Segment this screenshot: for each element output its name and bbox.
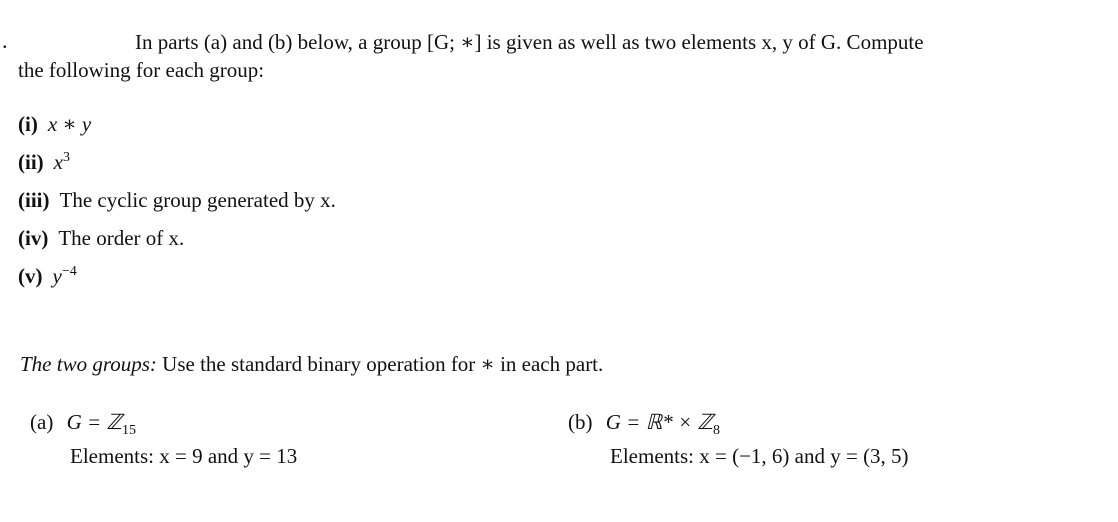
part-a-elements: Elements: x = 9 and y = 13 (70, 444, 298, 468)
list-bullet: . (2, 28, 8, 53)
task-item-i (18, 112, 91, 137)
intro-line-1: In parts (a) and (b) below, a group [G; ∗] is given as well as two elements x, y of G. Compute (135, 30, 924, 54)
task-number: (iv) (18, 226, 49, 250)
task-text: The cyclic group generated by x. (59, 188, 336, 212)
task-text: y (52, 264, 62, 288)
task-text: x (53, 150, 63, 174)
task-text: The order of x. (58, 226, 185, 250)
part-a-group-subscript: 15 (122, 423, 137, 439)
part-b-label: (b) (568, 410, 593, 434)
task-item-ii (18, 150, 70, 175)
task-number: (ii) (18, 150, 44, 174)
task-item-iii (18, 188, 336, 213)
task-number: (v) (18, 264, 43, 288)
task-number: (i) (18, 112, 38, 136)
part-b-group-subscript: 8 (713, 423, 721, 439)
part-b-group (568, 410, 720, 439)
part-a-label: (a) (30, 410, 54, 434)
part-a-group-def: G = ℤ (66, 410, 123, 434)
part-a-group (30, 410, 136, 439)
task-text: x ∗ y (47, 112, 92, 136)
groups-heading-italic: The two groups: (20, 352, 157, 376)
task-number: (iii) (18, 188, 50, 212)
groups-heading-text: Use the standard binary operation for ∗ in each part. (162, 352, 604, 376)
part-b-group-def: G = ℝ* × ℤ (605, 410, 714, 434)
task-exponent: −4 (61, 264, 77, 279)
task-item-iv (18, 226, 184, 251)
intro-line-2: the following for each group: (18, 58, 265, 82)
groups-heading (20, 352, 603, 377)
part-b-elements: Elements: x = (−1, 6) and y = (3, 5) (610, 444, 909, 468)
task-exponent: 3 (62, 150, 70, 165)
task-item-v (18, 264, 77, 289)
